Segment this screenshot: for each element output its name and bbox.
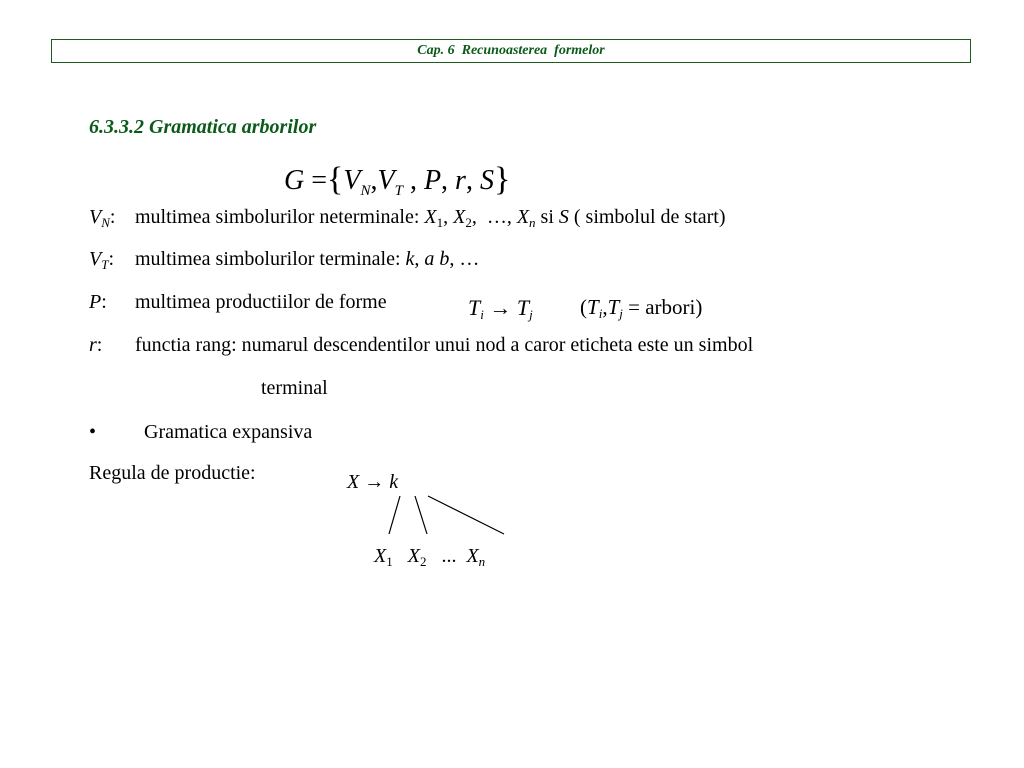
bullet-mark: •: [89, 421, 97, 443]
def-r: [89, 334, 102, 357]
def-vt-symbol: V: [89, 248, 102, 270]
rule-label: Regula de productie:: [89, 462, 256, 484]
def-vn-x1: X: [424, 206, 437, 228]
def-vn-x1-sub: 1: [436, 215, 444, 230]
child-x2: X: [407, 545, 420, 567]
tree-branches: [380, 494, 510, 538]
def-p-body: [135, 291, 387, 314]
production-note-tj-sub: j: [619, 306, 623, 321]
grammar-formula: [284, 160, 510, 198]
child-x1: X: [374, 545, 387, 567]
def-vt: [89, 248, 114, 271]
production-ti-sub: i: [480, 307, 484, 322]
def-vn-xn: X: [516, 206, 530, 228]
def-p-colon: :: [101, 291, 107, 313]
production-note-eq: =: [628, 295, 640, 319]
tree-branch-left: [389, 496, 400, 534]
formula-g: G: [284, 165, 305, 196]
def-vt-ab: a b: [424, 248, 450, 270]
def-vt-comma: ,: [449, 248, 455, 270]
def-p-symbol: P: [89, 291, 102, 313]
formula-comma: ,: [441, 165, 449, 196]
tree-children: [374, 545, 485, 568]
def-vt-k: k: [405, 248, 415, 270]
def-vt-body: [135, 248, 479, 271]
formula-vt: V: [377, 165, 395, 196]
def-r-colon: :: [96, 334, 103, 356]
formula-open-brace: {: [327, 161, 344, 198]
tree-branch-right: [428, 496, 504, 534]
child-x2-sub: 2: [419, 554, 427, 569]
def-vt-colon: :: [108, 248, 115, 270]
formula-vt-sub: T: [394, 183, 403, 199]
slide-header: Cap. 6 Recunoasterea formelor: [51, 39, 971, 63]
production-formula: [468, 295, 533, 321]
def-vn-symbol: V: [89, 206, 102, 228]
production-note-tj: T: [607, 295, 620, 319]
def-vn-body: [135, 206, 726, 229]
production-ti: T: [468, 295, 481, 320]
production-note: [580, 295, 702, 320]
production-note-ti-sub: i: [598, 306, 603, 321]
formula-s: S: [479, 165, 494, 196]
def-vn-start-desc: ( simbolul de start): [573, 206, 726, 228]
def-vn-sep: ,: [443, 206, 449, 228]
formula-close-brace: }: [493, 161, 511, 198]
def-vn-colon: :: [109, 206, 116, 228]
rule-k: k: [389, 471, 399, 493]
production-open-paren: (: [580, 295, 587, 319]
formula-vn: V: [343, 165, 361, 196]
section-title: 6.3.3.2 Gramatica arborilor: [89, 116, 317, 138]
def-vt-comma: ,: [414, 248, 420, 270]
formula-vn-sub: N: [360, 183, 371, 199]
formula-p: P: [423, 165, 442, 196]
def-vn-sep: ,: [471, 206, 477, 228]
rule-x: X: [347, 471, 360, 493]
formula-comma: ,: [370, 165, 378, 196]
production-tj-sub: j: [529, 307, 533, 322]
def-vn-text: multimea simbolurilor neterminale:: [135, 206, 420, 228]
def-p-text: multimea productiilor de forme: [135, 291, 387, 313]
production-note-ti: T: [587, 295, 599, 319]
production-tj: T: [516, 295, 530, 320]
tree-branch-middle: [415, 496, 427, 534]
formula-comma: ,: [409, 165, 417, 196]
def-r-body: [135, 334, 753, 357]
def-r-text: functia rang: numarul descendentilor unui nod a caror eticheta este un simbol: [135, 334, 754, 356]
def-vn-dots: …,: [486, 206, 512, 228]
def-p: [89, 291, 107, 314]
child-xn: X: [466, 545, 479, 567]
def-vn-x2: X: [453, 206, 466, 228]
def-vn: [89, 206, 115, 229]
def-vn-xn-sub: n: [529, 215, 536, 230]
production-note-arbori: arbori): [645, 295, 703, 319]
child-dots: ...: [441, 545, 457, 567]
formula-r: r: [455, 165, 466, 196]
arrow-icon: →: [364, 471, 385, 493]
formula-comma: ,: [465, 165, 473, 196]
rule-head: [347, 471, 398, 494]
def-vn-sub: N: [101, 215, 110, 230]
def-vt-sub: T: [101, 257, 109, 272]
def-vt-dots: …: [459, 248, 480, 270]
def-vn-x2-sub: 2: [465, 215, 472, 230]
child-xn-sub: n: [478, 554, 486, 569]
formula-eq: =: [311, 165, 328, 196]
def-r-symbol: r: [89, 334, 97, 356]
def-vt-text: multimea simbolurilor terminale:: [135, 248, 401, 270]
def-r-continuation: terminal: [261, 377, 328, 399]
child-x1-sub: 1: [386, 554, 393, 569]
arrow-icon: →: [489, 295, 512, 320]
def-vn-si: si: [540, 206, 554, 228]
def-vn-start: S: [558, 206, 569, 228]
bullet-text: Gramatica expansiva: [144, 421, 313, 443]
production-note-comma: ,: [602, 295, 608, 319]
